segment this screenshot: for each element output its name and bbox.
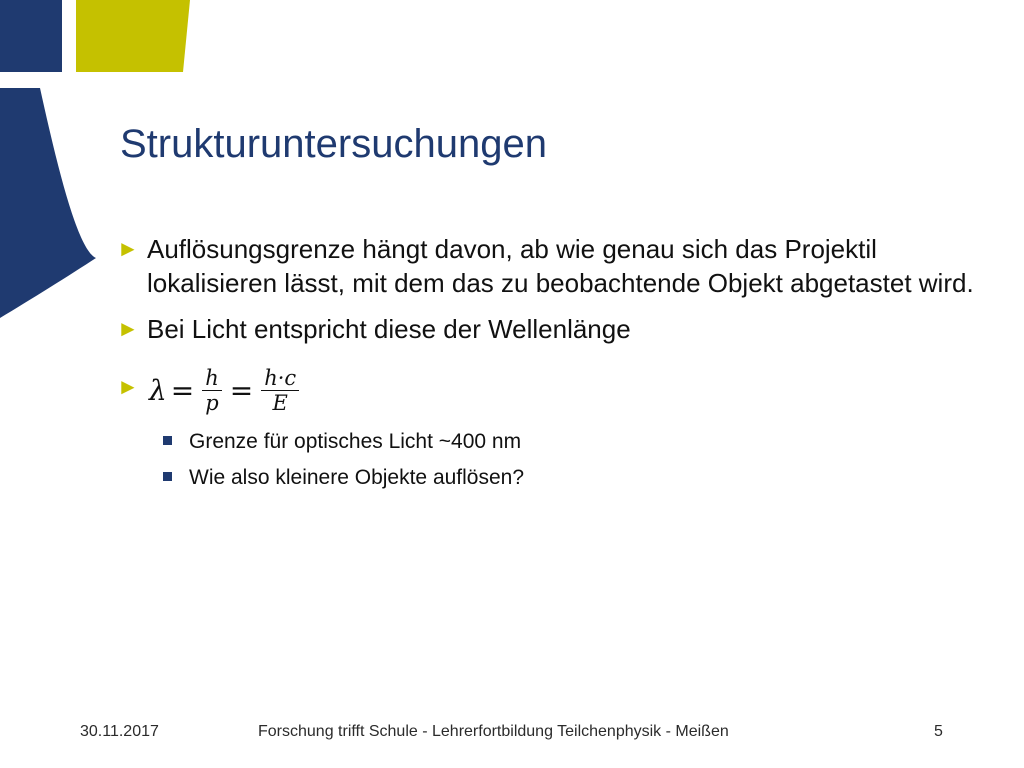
wavelength-formula [149, 358, 303, 422]
formula-fraction-hc-over-e [261, 366, 299, 415]
slide-content [117, 232, 977, 500]
fraction-denominator: p [205, 390, 219, 415]
formula-lambda: λ [149, 373, 167, 407]
formula-equals: = [170, 373, 195, 407]
bullet-arrow-icon: ► [117, 316, 139, 341]
footer-caption: Forschung trifft Schule - Lehrerfortbildung Teilchenphysik - Meißen [258, 723, 729, 740]
slide-title: Strukturuntersuchungen [120, 122, 547, 166]
fraction-numerator: h [202, 366, 222, 391]
slide-number: 5 [934, 723, 943, 740]
formula-equals: = [229, 373, 254, 407]
bullet-text: Auflösungsgrenze hängt davon, ab wie genau sich das Projektil lokalisieren lässt, mit dem das zu beobachtende Objekt abgetastet wird. [147, 234, 974, 298]
sub-bullet-item [117, 464, 977, 492]
bullet-arrow-icon: ► [117, 374, 139, 399]
square-bullet-icon [163, 472, 172, 481]
bullet-text: Bei Licht entspricht diese der Wellenlänge [147, 314, 631, 344]
bullet-item [117, 312, 977, 346]
fraction-denominator: E [272, 390, 288, 415]
sub-bullet-item [117, 428, 977, 456]
bullet-item [117, 232, 977, 300]
logo-navy-curve [0, 88, 96, 318]
logo-olive-square [76, 0, 190, 72]
square-bullet-icon [163, 436, 172, 445]
sub-bullet-text: Wie also kleinere Objekte auflösen? [189, 466, 525, 489]
formula-bullet [117, 358, 977, 422]
footer-date: 30.11.2017 [80, 723, 159, 740]
formula-fraction-h-over-p [202, 366, 222, 415]
sub-bullet-text: Grenze für optisches Licht ~400 nm [189, 430, 522, 453]
bullet-arrow-icon: ► [117, 236, 139, 261]
fraction-numerator: h·c [261, 366, 299, 391]
logo-navy-square [0, 0, 62, 72]
